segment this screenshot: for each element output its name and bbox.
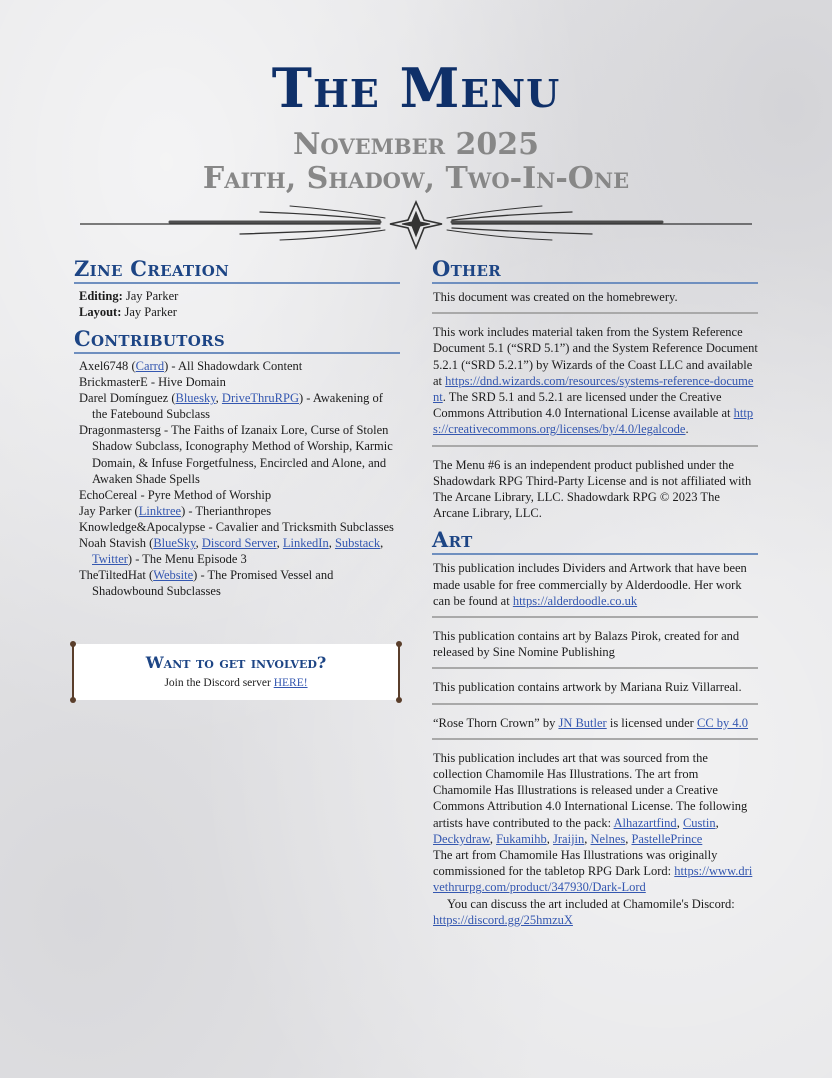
alderdoodle-text: This publication includes Dividers and Artwork that have been made usable for free commercially by Alderdoodle. Her work can be found at bbox=[433, 561, 747, 608]
layout-value: Jay Parker bbox=[124, 305, 177, 319]
contributors-section bbox=[74, 326, 400, 599]
contributor-description: - The Promised Vessel and Shadowbound Subclasses bbox=[92, 568, 334, 599]
alderdoodle-link[interactable]: https://alderdoodle.co.uk bbox=[512, 593, 638, 608]
cc-by-link[interactable]: CC by 4.0 bbox=[696, 715, 749, 730]
contributor-description: - Awakening of the Fatebound Subclass bbox=[92, 391, 383, 422]
artist-link[interactable]: Nelnes bbox=[590, 831, 626, 846]
issue-theme: Faith, Shadow, Two-In-One bbox=[202, 161, 630, 196]
callout-text-body: Join the Discord server bbox=[164, 677, 274, 689]
contributor-link[interactable]: Website bbox=[153, 568, 194, 583]
contributor-link[interactable]: BlueSky bbox=[153, 536, 196, 551]
artist-link[interactable]: Fukamihb bbox=[496, 831, 547, 846]
other-heading: Other bbox=[432, 256, 758, 284]
contributor-description: - The Faiths of Izanaix Lore, Curse of Stolen Shadow Subclass, Iconography Method of Worship, Karmic Domain, & Infuse Forgetfulness, Encircled and Alone, and Awaken Shade Spells bbox=[92, 423, 393, 486]
srd-license-paragraph bbox=[432, 319, 758, 446]
other-section bbox=[432, 256, 758, 523]
contributor-description: - Hive Domain bbox=[147, 375, 226, 390]
artist-links: Alhazartfind, Custin, Deckydraw, Fukamihb, Jraijin, Nelnes, PastellePrince bbox=[433, 815, 719, 846]
editing-label: Editing: bbox=[79, 289, 123, 303]
chamomile-discord-link[interactable]: https://discord.gg/25hmzuX bbox=[433, 912, 573, 927]
contributor-paren-close: ) bbox=[164, 359, 169, 373]
alderdoodle-paragraph bbox=[432, 555, 758, 618]
chamomile-text: This publication includes art that was sourced from the collection Chamomile Has Illustrations. The art from Chamomile Has Illustrations is released under a Creative Commons Attribution 4.0 International License. The following artists have contributed to the pack: bbox=[433, 750, 748, 830]
contributors-heading: Contributors bbox=[74, 326, 400, 354]
artist-link[interactable]: Deckydraw bbox=[433, 831, 490, 846]
editing-value: Jay Parker bbox=[125, 289, 179, 303]
contributor-paren-open: ( bbox=[146, 536, 154, 551]
page-title: The Menu bbox=[271, 56, 561, 120]
contributor-link[interactable]: Linktree bbox=[138, 503, 182, 518]
issue-date: November 2025 bbox=[292, 127, 540, 162]
zine-creation-section bbox=[74, 256, 400, 320]
contributor-item bbox=[79, 374, 400, 390]
jn-butler-link[interactable]: JN Butler bbox=[558, 715, 607, 730]
ornamental-divider bbox=[80, 200, 752, 252]
contributor-name: Noah Stavish bbox=[79, 536, 147, 551]
shadowdark-license-paragraph: The Menu #6 is an independent product published under the Shadowdark RPG Third-Party License and is not affiliated with The Arcane Library, LLC. Shadowdark RPG © 2023 The Arcane Library, LLC. bbox=[433, 457, 752, 521]
cc-license-link[interactable]: https://creativecommons.org/licenses/by/4.0/legalcode bbox=[433, 406, 754, 437]
contributor-link[interactable]: DriveThruRPG bbox=[221, 391, 299, 406]
rose-text-b: is licensed under bbox=[606, 715, 697, 730]
contributor-name: Darel Domínguez bbox=[79, 391, 169, 406]
editing-line bbox=[74, 288, 400, 304]
dark-lord-link[interactable]: https://www.drivethrurpg.com/product/347930/Dark-Lord bbox=[433, 864, 753, 895]
discord-text: You can discuss the art included at Chamomile's Discord: bbox=[447, 896, 735, 911]
zine-creation-lines bbox=[74, 284, 400, 320]
contributor-link[interactable]: Twitter bbox=[92, 552, 128, 567]
contributor-item: Darel Domínguez (Bluesky, DriveThruRPG) - Awakening of the Fatebound Subclass bbox=[79, 391, 383, 422]
discord-here-link[interactable]: HERE! bbox=[273, 677, 308, 689]
zine-creation-heading: Zine Creation bbox=[74, 256, 400, 284]
art-section bbox=[432, 527, 758, 928]
commission-text: The art from Chamomile Has Illustrations was originally commissioned for the tabletop RPG Dark Lord: bbox=[433, 848, 718, 879]
contributor-paren-close: ) bbox=[127, 552, 133, 567]
contributor-item bbox=[79, 519, 400, 535]
contributor-paren-open: ( bbox=[131, 503, 139, 518]
contributor-description: - The Menu Episode 3 bbox=[132, 552, 247, 567]
artist-link[interactable]: Jraijin bbox=[553, 831, 585, 846]
contributor-name: TheTiltedHat bbox=[79, 568, 146, 583]
callout-corner-dot bbox=[70, 697, 76, 703]
artist-link[interactable]: Alhazartfind bbox=[613, 815, 677, 830]
artist-link[interactable]: Custin bbox=[682, 815, 716, 830]
srd-link[interactable]: https://dnd.wizards.com/resources/systems-reference-document bbox=[433, 373, 754, 405]
contributors-list bbox=[74, 354, 400, 599]
contributor-name: BrickmasterE bbox=[79, 375, 148, 390]
callout-corner-dot bbox=[396, 641, 402, 647]
contributor-name: Jay Parker bbox=[79, 503, 132, 518]
contributor-description: - Cavalier and Tricksmith Subclasses bbox=[205, 519, 394, 534]
contributor-link[interactable]: Discord Server bbox=[201, 536, 277, 551]
contributor-paren-close: ) bbox=[181, 503, 186, 518]
get-involved-callout bbox=[72, 644, 400, 700]
callout-corner-dot bbox=[70, 641, 76, 647]
srd-text-b: . The SRD 5.1 and 5.2.1 are licensed under the Creative Commons Attribution 4.0 International License available at bbox=[433, 390, 734, 421]
contributor-name: Axel6748 bbox=[79, 359, 129, 373]
artist-link[interactable]: PastellePrince bbox=[631, 831, 703, 846]
contributor-description: - All Shadowdark Content bbox=[168, 359, 303, 373]
srd-text-c: . bbox=[685, 422, 689, 437]
left-column bbox=[74, 256, 400, 603]
mariana-paragraph: This publication contains artwork by Mariana Ruiz Villarreal. bbox=[432, 674, 758, 704]
callout-text bbox=[72, 676, 400, 690]
contributor-paren-open: ( bbox=[145, 568, 154, 583]
balazs-paragraph: This publication contains art by Balazs Pirok, created for and released by Sine Nomine Publishing bbox=[432, 623, 758, 669]
commission-line bbox=[433, 847, 758, 896]
contributor-item bbox=[79, 503, 400, 519]
contributor-paren-open: ( bbox=[128, 359, 136, 373]
srd-text-a: This work includes material taken from the System Reference Document 5.1 (“SRD 5.1”) and the System Reference Document 5.2.1 (“SRD 5.2.1”) by Wizards of the Coast LLC and available at bbox=[433, 325, 758, 388]
layout-line bbox=[74, 304, 400, 320]
callout-heading: Want to get involved? bbox=[145, 653, 327, 672]
chamomile-paragraph bbox=[432, 745, 758, 928]
contributor-name: EchoCereal bbox=[79, 487, 138, 502]
contributor-description: - Therianthropes bbox=[185, 503, 272, 518]
contributor-description: - Pyre Method of Worship bbox=[137, 487, 272, 502]
contributor-item bbox=[79, 567, 400, 599]
callout-right-bar bbox=[398, 644, 400, 700]
contributor-name: Dragonmastersg bbox=[79, 423, 161, 438]
contributor-paren-close: ) bbox=[193, 568, 198, 583]
discord-line bbox=[433, 896, 758, 928]
contributor-item bbox=[79, 358, 400, 374]
homebrewery-note: This document was created on the homebrewery. bbox=[432, 284, 758, 314]
callout-left-bar bbox=[72, 644, 74, 700]
contributor-item bbox=[79, 422, 400, 486]
contributor-paren-open: ( bbox=[168, 391, 176, 406]
contributor-paren-close: ) bbox=[299, 391, 304, 406]
right-column bbox=[432, 256, 758, 932]
contributor-name: Knowledge&Apocalypse bbox=[79, 519, 206, 534]
rose-thorn-paragraph bbox=[432, 710, 758, 740]
callout-corner-dot bbox=[396, 697, 402, 703]
contributor-link[interactable]: Carrd bbox=[135, 359, 165, 373]
contributor-link[interactable]: LinkedIn bbox=[282, 536, 329, 551]
contributor-item: Noah Stavish (BlueSky, Discord Server, LinkedIn, Substack, Twitter) - The Menu Episode 3 bbox=[79, 536, 384, 567]
layout-label: Layout: bbox=[79, 305, 122, 319]
contributor-item bbox=[79, 487, 400, 503]
contributor-link[interactable]: Bluesky bbox=[175, 391, 216, 406]
contributor-link[interactable]: Substack bbox=[334, 536, 381, 551]
rose-text-a: “Rose Thorn Crown” by bbox=[433, 715, 559, 730]
art-heading: Art bbox=[432, 527, 758, 555]
